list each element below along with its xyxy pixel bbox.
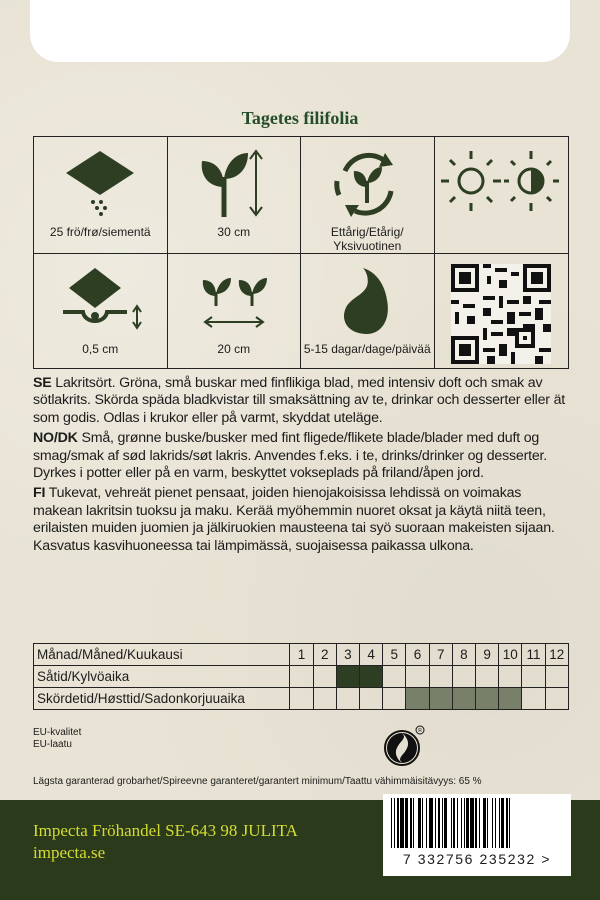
germination-guarantee: Lägsta garanterad grobarhet/Spireevne garanteret/garantert minimum/Taattu vähimmäisitävyys: 65 % (33, 776, 482, 787)
plant-spacing-icon (194, 264, 274, 336)
calendar-month-cell (522, 688, 545, 710)
calendar-header-label: Månad/Måned/Kuukausi (34, 644, 290, 666)
description-nodk (33, 430, 573, 482)
company-address: Impecta Fröhandel SE-643 98 JULITA (33, 821, 298, 840)
calendar-month-cell (499, 666, 522, 688)
calendar-month-cell (522, 666, 545, 688)
calendar-month-cell (476, 666, 499, 688)
barcode-bars (391, 798, 563, 848)
growing-calendar (33, 643, 569, 710)
calendar-month-cell (499, 688, 522, 710)
calendar-month-cell (452, 666, 475, 688)
germination-icon (327, 264, 407, 336)
species-name: Tagetes filifolia (241, 108, 359, 128)
calendar-month-cell (452, 688, 475, 710)
description-se (33, 375, 573, 427)
company-info (33, 820, 298, 864)
calendar-month-cell (336, 666, 359, 688)
recycling-green-dot-icon (382, 724, 426, 768)
info-label-depth: 0,5 cm (82, 342, 119, 356)
lang-tag-se: SE (33, 375, 52, 391)
plant-height-icon (194, 147, 274, 219)
hang-tab-cutout (30, 0, 570, 62)
info-cell-annual (301, 137, 435, 254)
calendar-month-cell (429, 666, 452, 688)
eu-quality-label (33, 727, 81, 751)
seeds-icon (60, 147, 140, 219)
calendar-month-cell (313, 666, 336, 688)
info-label-height: 30 cm (217, 225, 251, 239)
calendar-month-cell (360, 666, 383, 688)
calendar-month-cell (290, 666, 313, 688)
info-label-annual: Ettårig/Etårig/ Yksivuotinen (330, 225, 404, 253)
info-cell-depth (34, 254, 168, 368)
calendar-row-sowing (34, 666, 569, 688)
month-label: 10 (499, 644, 522, 666)
calendar-month-cell (476, 688, 499, 710)
annual-cycle-icon (327, 147, 407, 219)
sun-partial-shade-icon (441, 147, 561, 219)
month-label: 7 (429, 644, 452, 666)
month-label: 8 (452, 644, 475, 666)
eu-quality-line-1: EU-kvalitet (33, 727, 82, 738)
month-label: 11 (522, 644, 545, 666)
calendar-row-label: Skördetid/Høsttid/Sadonkorjuuaika (34, 688, 290, 710)
info-cell-qr (435, 254, 569, 368)
description-block (33, 375, 573, 558)
company-website[interactable]: impecta.se (33, 843, 106, 862)
month-label: 2 (313, 644, 336, 666)
month-label: 1 (290, 644, 313, 666)
info-grid (33, 136, 569, 369)
month-label: 6 (406, 644, 429, 666)
description-nodk-text: Små, grønne buske/busker med fint fligede/flikete blade/blader med duft og smag/smak af sød lakrids/søt lakris. Anvendes f.eks. i te, drinks/drinker og desserter. Dyrkes i potter eller på en varm, beskyttet vokseplads på friland/åpen jord. (33, 430, 548, 482)
calendar-month-cell (406, 688, 429, 710)
sowing-depth-icon (55, 264, 145, 336)
month-label: 4 (360, 644, 383, 666)
calendar-header-row (34, 644, 569, 666)
calendar-row-harvest (34, 688, 569, 710)
calendar-month-cell (429, 688, 452, 710)
calendar-month-cell (383, 666, 406, 688)
calendar-month-cell (545, 666, 568, 688)
qr-code-icon[interactable] (451, 264, 551, 364)
description-se-text: Lakritsört. Gröna, små buskar med finflikiga blad, med intensiv doft och smak av sötlakrits. Skörda späda bladkvistar till smaksättning av te, drinkar och desserter eller ät som godis. Odlas i krukor eller på varmt, skyddat uteläge. (33, 375, 566, 426)
barcode-number: 7 332756 235232 > (402, 851, 552, 867)
calendar-month-cell (360, 688, 383, 710)
info-label-seeds: 25 frö/frø/siementä (49, 225, 151, 239)
month-label: 3 (336, 644, 359, 666)
eu-quality-line-2: EU-laatu (33, 739, 72, 750)
info-cell-germination (301, 254, 435, 368)
calendar-row-label: Såtid/Kylvöaika (34, 666, 290, 688)
calendar-month-cell (383, 688, 406, 710)
info-cell-seeds (34, 137, 168, 254)
lang-tag-nodk: NO/DK (33, 430, 78, 447)
description-fi-text: Tukevat, vehreät pienet pensaat, joiden hienojakoisissa lehdissä on voimakas makean lakritsin tuoksu ja maku. Kerää myöhemmin nuoret oksat ja käytä niitä teen, erilaisten muiden juomien ja jälkiruokien mausteena tai syö suoraan makeisten sijaan. Kasvatus kasvihuoneessa tai lämpimässä, suojaisessa paikassa ulkona. (33, 485, 555, 554)
info-label-spacing: 20 cm (217, 342, 251, 356)
svg-text:R: R (418, 728, 422, 734)
info-cell-height (168, 137, 302, 254)
calendar-month-cell (290, 688, 313, 710)
calendar-month-cell (406, 666, 429, 688)
month-label: 5 (383, 644, 406, 666)
calendar-month-cell (336, 688, 359, 710)
month-label: 12 (545, 644, 568, 666)
calendar-month-cell (313, 688, 336, 710)
calendar-month-cell (545, 688, 568, 710)
info-cell-sun (435, 137, 569, 254)
lang-tag-fi: FI (33, 485, 46, 502)
info-label-germination: 5-15 dagar/dage/päivää (303, 342, 431, 356)
month-label: 9 (476, 644, 499, 666)
description-fi (33, 485, 573, 555)
barcode (383, 794, 571, 876)
info-cell-spacing (168, 254, 302, 368)
